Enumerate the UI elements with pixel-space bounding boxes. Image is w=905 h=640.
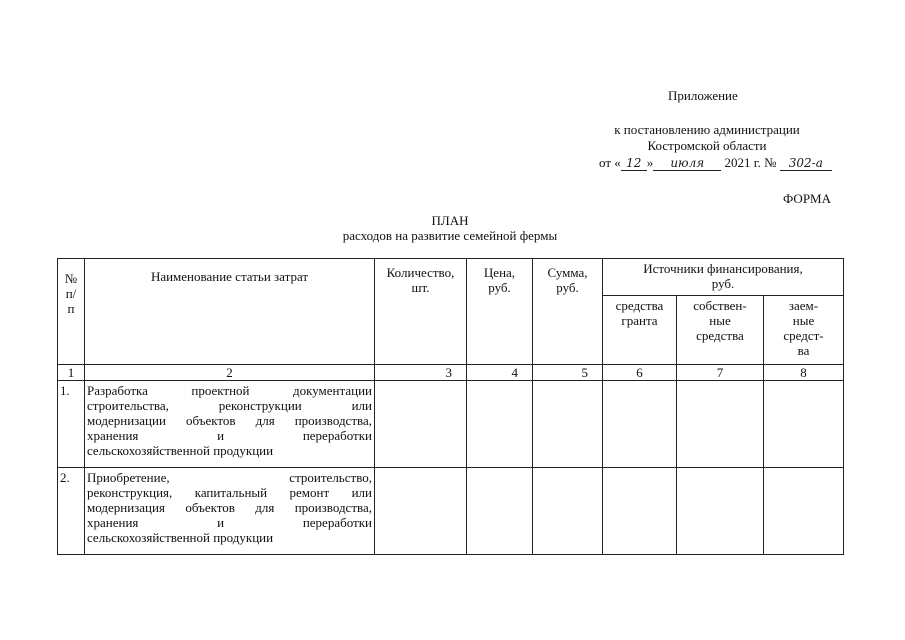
row-price-cell bbox=[467, 381, 533, 468]
row-number: 2. bbox=[58, 468, 85, 555]
column-number: 1 bbox=[58, 365, 85, 381]
form-label: ФОРМА bbox=[783, 191, 831, 206]
header-loan-funds: заем- ные средст- ва bbox=[764, 296, 844, 365]
row-quantity-cell bbox=[375, 468, 467, 555]
column-number: 7 bbox=[677, 365, 764, 381]
resolution-line-2: Костромской области bbox=[647, 138, 767, 153]
date-year-and-number-sign: 2021 г. № bbox=[724, 155, 777, 170]
row-item-name: Разработка проектной документации строительства, реконструкции или модернизации объектов для производства, хранения и переработки сельскохозяйственной продукции bbox=[85, 381, 375, 468]
row-own-funds-cell bbox=[677, 381, 764, 468]
row-grant-cell bbox=[603, 381, 677, 468]
date-quote-close: » bbox=[646, 155, 654, 170]
table-row bbox=[58, 381, 844, 468]
column-number-row bbox=[58, 365, 844, 381]
row-number: 1. bbox=[58, 381, 85, 468]
header-sum: Сумма, руб. bbox=[533, 259, 603, 365]
appendix-label: Приложение bbox=[668, 88, 738, 103]
resolution-line-1: к постановлению администрации bbox=[614, 122, 800, 137]
column-number: 4 bbox=[467, 365, 533, 381]
date-day: 12 bbox=[621, 156, 647, 171]
column-number: 2 bbox=[85, 365, 375, 381]
table-row bbox=[58, 468, 844, 555]
column-number: 3 bbox=[375, 365, 467, 381]
table-header-row bbox=[58, 259, 844, 296]
row-own-funds-cell bbox=[677, 468, 764, 555]
row-sum-cell bbox=[533, 468, 603, 555]
header-funding-sources: Источники финансирования, руб. bbox=[603, 259, 844, 296]
column-number: 6 bbox=[603, 365, 677, 381]
expense-plan-table bbox=[57, 258, 844, 555]
header-item-name: Наименование статьи затрат bbox=[85, 259, 375, 365]
row-item-name: Приобретение, строительство, реконструкция, капитальный ремонт или модернизация объектов для производства, хранения и переработки сельскохозяйственной продукции bbox=[85, 468, 375, 555]
header-number: № п/ п bbox=[58, 259, 85, 365]
row-loan-cell bbox=[764, 381, 844, 468]
plan-title: ПЛАН bbox=[431, 213, 469, 228]
row-price-cell bbox=[467, 468, 533, 555]
header-own-funds: собствен- ные средства bbox=[677, 296, 764, 365]
row-grant-cell bbox=[603, 468, 677, 555]
header-quantity: Количество, шт. bbox=[375, 259, 467, 365]
row-sum-cell bbox=[533, 381, 603, 468]
column-number: 5 bbox=[533, 365, 603, 381]
date-month: июля bbox=[653, 156, 721, 171]
column-number: 8 bbox=[764, 365, 844, 381]
row-quantity-cell bbox=[375, 381, 467, 468]
plan-subtitle: расходов на развитие семейной фермы bbox=[342, 228, 558, 243]
row-loan-cell bbox=[764, 468, 844, 555]
header-price: Цена, руб. bbox=[467, 259, 533, 365]
resolution-date-line bbox=[599, 155, 832, 171]
header-grant-funds: средства гранта bbox=[603, 296, 677, 365]
document-number: 302-а bbox=[780, 156, 832, 171]
date-prefix: от « bbox=[599, 155, 621, 170]
